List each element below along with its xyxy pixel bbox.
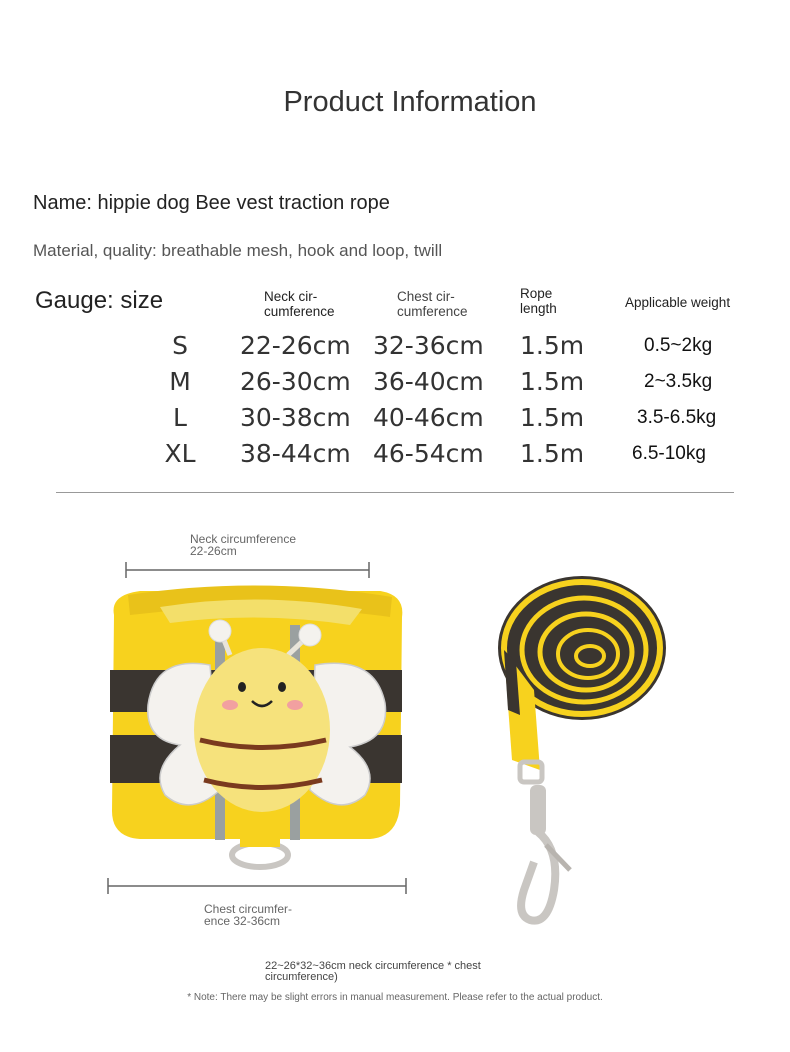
row-m-weight: 2~3.5kg xyxy=(644,371,713,392)
row-xl-size: XL xyxy=(164,439,196,468)
row-l-rope: 1.5m xyxy=(520,403,585,432)
row-l-chest: 40-46cm xyxy=(373,403,484,432)
header-applicable-weight: Applicable weight xyxy=(625,295,731,310)
chest-measurement-caption: Chest circumfer- ence 32-36cm xyxy=(204,902,293,928)
product-material: Material, quality: breathable mesh, hook and loop, twill xyxy=(33,241,443,260)
row-s-size: S xyxy=(172,331,188,360)
row-xl-neck: 38-44cm xyxy=(240,439,351,468)
bee-harness-image xyxy=(100,555,420,885)
row-s-neck: 22-26cm xyxy=(240,331,351,360)
row-xl-rope: 1.5m xyxy=(520,439,585,468)
header-chest-circumference: Chest cir- cumference xyxy=(397,289,468,319)
product-name: Name: hippie dog Bee vest traction rope xyxy=(33,192,390,214)
row-m-rope: 1.5m xyxy=(520,367,585,396)
row-s-rope: 1.5m xyxy=(520,331,585,360)
section-divider xyxy=(56,492,734,493)
header-rope-length: Rope length xyxy=(520,286,557,316)
row-l-weight: 3.5-6.5kg xyxy=(637,407,717,428)
row-xl-chest: 46-54cm xyxy=(373,439,484,468)
row-l-size: L xyxy=(173,403,187,432)
header-neck-circumference: Neck cir- cumference xyxy=(264,289,335,319)
page-title: Product Information xyxy=(283,86,537,118)
row-m-neck: 26-30cm xyxy=(240,367,351,396)
size-summary: 22~26*32~36cm neck circumference * chest circumference) xyxy=(265,960,481,983)
row-m-chest: 36-40cm xyxy=(373,367,484,396)
leash-image xyxy=(490,570,690,940)
measurement-note: * Note: There may be slight errors in manual measurement. Please refer to the actual product. xyxy=(187,992,603,1003)
gauge-size-label: Gauge: size xyxy=(35,287,164,314)
row-s-chest: 32-36cm xyxy=(373,331,484,360)
row-s-weight: 0.5~2kg xyxy=(644,335,713,356)
row-xl-weight: 6.5-10kg xyxy=(632,443,706,464)
row-l-neck: 30-38cm xyxy=(240,403,351,432)
neck-measurement-caption: Neck circumference 22-26cm xyxy=(190,532,297,558)
row-m-size: M xyxy=(169,367,191,396)
